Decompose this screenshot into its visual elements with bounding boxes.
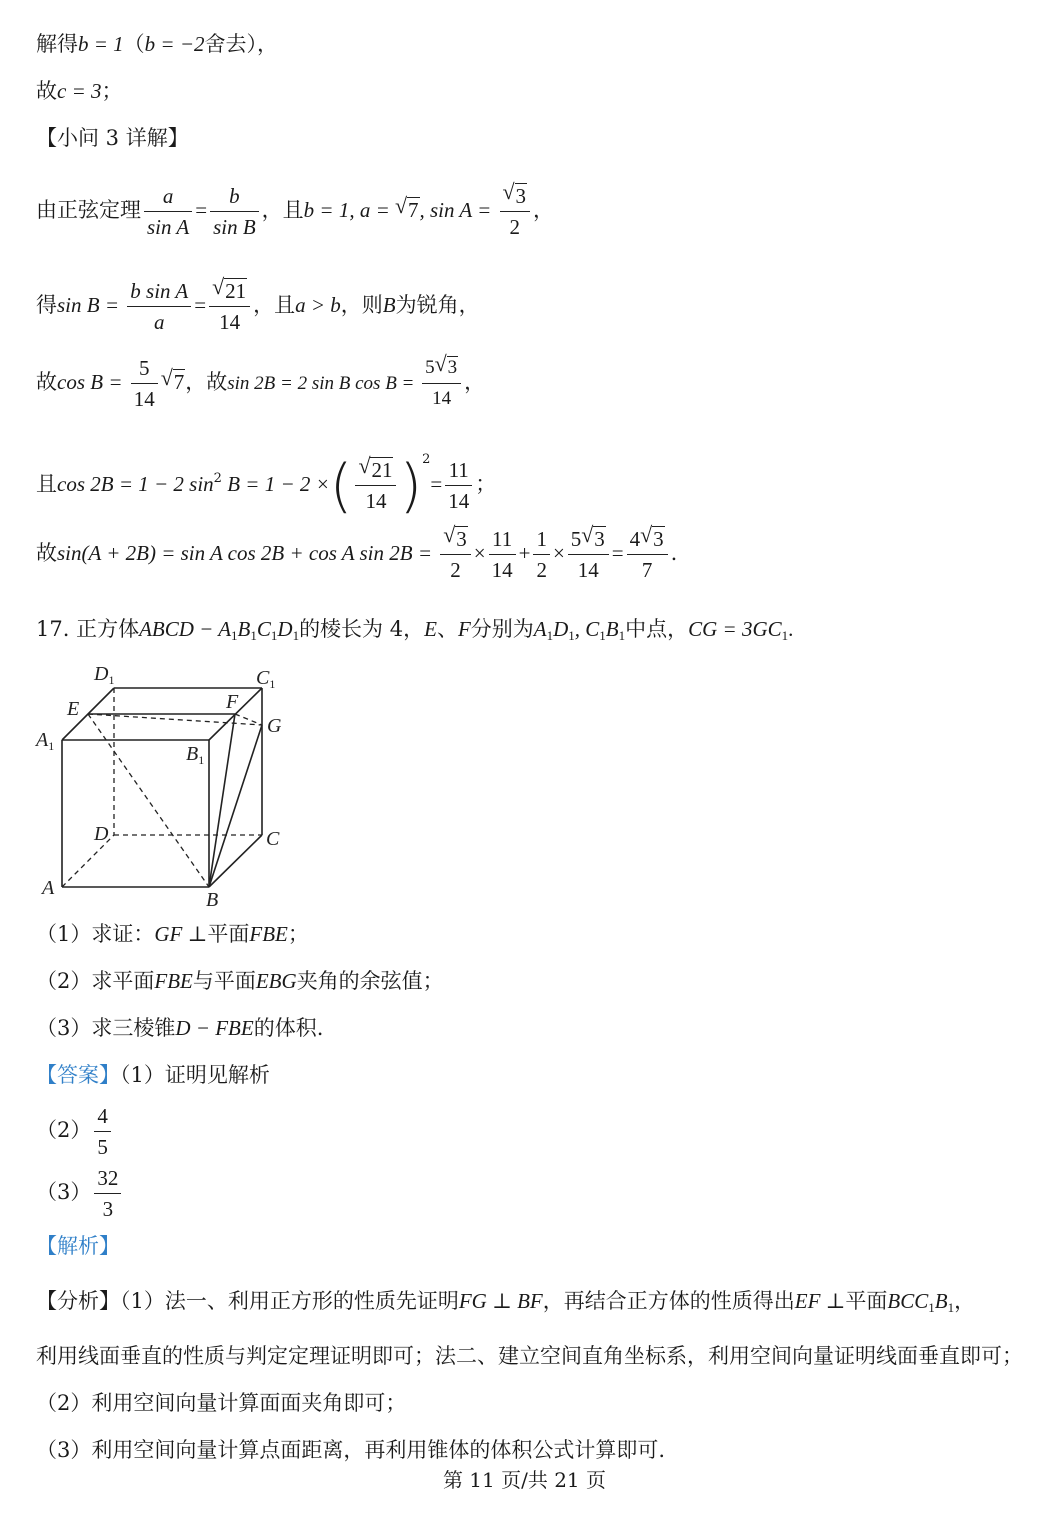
- radicand: 3: [447, 357, 458, 378]
- text: 且: [36, 472, 57, 496]
- segment-BG: [209, 725, 262, 887]
- analysis-line-2: 利用线面垂直的性质与判定定理证明即可；法二、建立空间直角坐标系，利用空间向量证明线面垂直即可；: [36, 1344, 1023, 1368]
- sqrt: √ 7: [395, 193, 419, 222]
- math: sin B =: [57, 293, 125, 317]
- coef: 5: [570, 527, 582, 551]
- question-3: [36, 1014, 323, 1042]
- denominator: sin B: [213, 215, 256, 239]
- analysis-line-1: 【分析】（1）法一、利用正方形的性质先证明FG ⊥ BF，再结合正方体的性质得出EF ⊥平面$BCC_1B_1$，: [36, 1289, 976, 1315]
- math: b = 1, a =: [303, 198, 395, 222]
- numerator: a: [144, 181, 192, 212]
- numerator: 11: [445, 455, 472, 486]
- text: 的棱长为 4，: [299, 617, 425, 641]
- math: , sin A =: [419, 198, 497, 222]
- solution-line-1: [36, 30, 278, 58]
- label-D: D: [94, 823, 109, 845]
- radicand: 3: [456, 527, 467, 551]
- answer-1: [36, 1061, 270, 1089]
- denominator: 5: [97, 1135, 108, 1159]
- denominator: 2: [536, 558, 547, 582]
- superscript: 2: [213, 471, 222, 486]
- text: 中点，: [625, 617, 689, 641]
- answer-3: [36, 1160, 124, 1224]
- text: ，故: [185, 370, 228, 394]
- label-G: G: [267, 715, 282, 737]
- radicand: 7: [173, 370, 185, 394]
- math: FBE: [249, 922, 288, 946]
- math: c = 3: [57, 79, 102, 103]
- text: 为锐角，: [395, 293, 480, 317]
- numerator: 32: [94, 1163, 121, 1194]
- math: D − FBE: [175, 1016, 254, 1040]
- text: 由正弦定理: [36, 198, 141, 222]
- radicand: 7: [408, 198, 419, 222]
- math: a > b: [295, 293, 341, 317]
- sqrt: √ 7: [160, 365, 185, 394]
- text: ；: [287, 922, 309, 946]
- text: （3）: [36, 1180, 92, 1204]
- math: cos B =: [57, 370, 128, 394]
- cube-figure: [34, 660, 294, 910]
- text: 正方体: [76, 617, 140, 641]
- label-C1: $C_1$: [256, 667, 276, 691]
- denominator: 14: [365, 489, 387, 513]
- question-2: [36, 967, 444, 995]
- text: 故: [36, 79, 57, 103]
- denominator: 14: [219, 310, 241, 334]
- coef: 5: [425, 357, 435, 378]
- text: 平面: [207, 922, 250, 946]
- solution-line-5: 得sin B = $\frac{\text{b sin A}}{a}$ = √ 21 14 ，且a > b，则B为锐角，: [36, 273, 480, 337]
- math: FBE: [154, 969, 193, 993]
- fraction: 5 √ 3 14: [568, 524, 609, 585]
- text: （: [123, 32, 145, 56]
- text: ；: [475, 472, 497, 496]
- solution-line-6: [36, 350, 485, 416]
- denominator: a: [154, 310, 165, 334]
- page-footer: 第 11 页/共 21 页: [442, 1468, 607, 1492]
- math: EF ⊥: [794, 1289, 846, 1313]
- denominator: 2: [509, 215, 520, 239]
- text: ，则: [340, 293, 383, 317]
- text: ，且: [261, 198, 304, 222]
- text: 故: [36, 370, 57, 394]
- denominator: 7: [641, 558, 653, 582]
- label-D1: $D_1$: [94, 663, 115, 687]
- cube-name: ABCD − $A_1B_1C_1D_1$: [139, 617, 300, 643]
- fraction: [127, 276, 191, 337]
- denominator: 14: [577, 558, 599, 582]
- fraction: √ 3 2: [440, 524, 471, 585]
- text: 、: [436, 617, 458, 641]
- text: （1）求证：: [36, 922, 155, 946]
- numerator: b sin A: [127, 276, 191, 307]
- text: 解得: [36, 32, 78, 56]
- text: ，: [954, 1289, 976, 1313]
- text: ，: [464, 370, 486, 394]
- text: ，再结合正方体的性质得出: [542, 1289, 795, 1313]
- denominator: 14: [432, 388, 452, 409]
- text: 得: [36, 293, 57, 317]
- radicand: 21: [225, 279, 247, 303]
- radicand: 3: [515, 184, 526, 208]
- fraction: 4 √ 3 7: [627, 524, 668, 585]
- math: GF ⊥: [154, 922, 208, 946]
- text: （1）证明见解析: [120, 1063, 270, 1087]
- text: 故: [36, 541, 57, 565]
- text: .: [670, 541, 678, 565]
- answer-2: [36, 1098, 114, 1162]
- subquestion-3-heading: 【小问 3 详解】: [36, 126, 189, 150]
- label-A: A: [42, 877, 55, 899]
- superscript: 2: [422, 452, 431, 467]
- fraction: √ 3 2: [500, 181, 531, 242]
- numerator: 1: [533, 524, 550, 555]
- denominator: sin A: [147, 215, 190, 239]
- label-A1: $A_1$: [36, 729, 55, 753]
- numerator: 5: [131, 353, 158, 384]
- problem-number: 17.: [36, 617, 70, 641]
- fraction: [144, 181, 192, 242]
- hidden-segment-FG: [235, 714, 262, 725]
- answer-label: 【答案】: [36, 1063, 120, 1087]
- text: ，: [533, 198, 554, 222]
- text: 平面: [845, 1289, 888, 1313]
- radicand: 3: [594, 527, 605, 551]
- text: ；: [101, 79, 123, 103]
- segment-BF: [209, 714, 235, 887]
- numerator: 4: [94, 1101, 111, 1132]
- solution-line-2: [36, 77, 123, 105]
- fraction: 5 √ 3 14: [422, 353, 461, 414]
- fraction: [533, 524, 550, 585]
- denominator: 2: [450, 558, 461, 582]
- fraction: [94, 1101, 111, 1162]
- math: B = 1 − 2 ×: [221, 472, 330, 496]
- denominator: 14: [133, 387, 155, 411]
- analysis-label: 【解析】: [36, 1234, 120, 1258]
- label-B: B: [206, 889, 219, 910]
- solution-line-8: 故sin(A + 2B) = sin A cos 2B + cos A sin 2B = √ 3 2 × $\frac{11}{14}$ + $\frac{1}{2}$ × 5 √ 3 14 = 4 √ 3 7 .: [36, 521, 677, 585]
- numerator: 11: [489, 524, 516, 555]
- math: b = −2: [144, 32, 205, 56]
- problem-17-intro: 17. 正方体ABCD − $A_1B_1C_1D_1$的棱长为 4，E、F分别为$A_1D_1$, $C_1B_1$中点，CG = $3GC_1$.: [36, 617, 794, 643]
- math: sin(A + 2B) = sin A cos 2B + cos A sin 2B =: [57, 541, 438, 565]
- text: （3）求三棱锥: [36, 1016, 176, 1040]
- fraction: [94, 1163, 121, 1224]
- fraction: √ 21 14: [209, 276, 250, 337]
- text: 的体积.: [253, 1016, 324, 1040]
- radicand: 3: [653, 527, 664, 551]
- text: ，且: [253, 293, 296, 317]
- radicand: 21: [371, 458, 393, 482]
- text: （1）法一、利用正方形的性质先证明: [120, 1289, 459, 1313]
- fraction: [131, 353, 158, 414]
- label-C: C: [266, 828, 280, 850]
- math: b = 1: [78, 32, 124, 56]
- denominator: 14: [448, 489, 470, 513]
- denominator: 14: [491, 558, 513, 582]
- fraction: [210, 181, 259, 242]
- math: sin 2B = 2 sin B cos B =: [227, 373, 420, 394]
- math: EBG: [255, 969, 297, 993]
- text: 分别为: [470, 617, 534, 641]
- text: 与平面: [192, 969, 256, 993]
- text: 舍去），: [204, 32, 279, 56]
- coef: 4: [629, 527, 641, 551]
- math: FG ⊥ BF: [458, 1289, 543, 1313]
- math: cos 2B = 1 − 2 sin: [57, 472, 214, 496]
- analysis-line-4: （3）利用空间向量计算点面距离，再利用锥体的体积公式计算即可.: [36, 1438, 666, 1462]
- text: 夹角的余弦值；: [296, 969, 444, 993]
- fenxi-label: 【分析】: [36, 1289, 120, 1313]
- fraction: [445, 455, 472, 516]
- fraction: [489, 524, 516, 585]
- analysis-line-3: （2）利用空间向量计算面面夹角即可；: [36, 1391, 407, 1415]
- numerator: b: [210, 181, 259, 212]
- label-E: E: [67, 698, 80, 720]
- solution-line-4: 由正弦定理 $\frac{a}{\text{sin A}}$ = $\frac{b}{\text{sin B}}$ ，且b = 1, a = √ 7, sin A = √ 3 2 ，: [36, 178, 554, 242]
- text: （2）: [36, 1118, 92, 1142]
- text: （2）求平面: [36, 969, 155, 993]
- fraction: √ 21 14: [355, 455, 396, 516]
- label-B1: $B_1$: [186, 743, 205, 767]
- solution-line-7: 且cos 2B = 1 − 2 $\sin^2 B = 1 - 2$ ×( √ 21 14 )$^2$= $\frac{11}{14}$ ；: [36, 451, 497, 520]
- denominator: 3: [102, 1197, 114, 1221]
- math: B: [382, 293, 396, 317]
- question-1: [36, 920, 309, 948]
- label-F: F: [226, 691, 239, 713]
